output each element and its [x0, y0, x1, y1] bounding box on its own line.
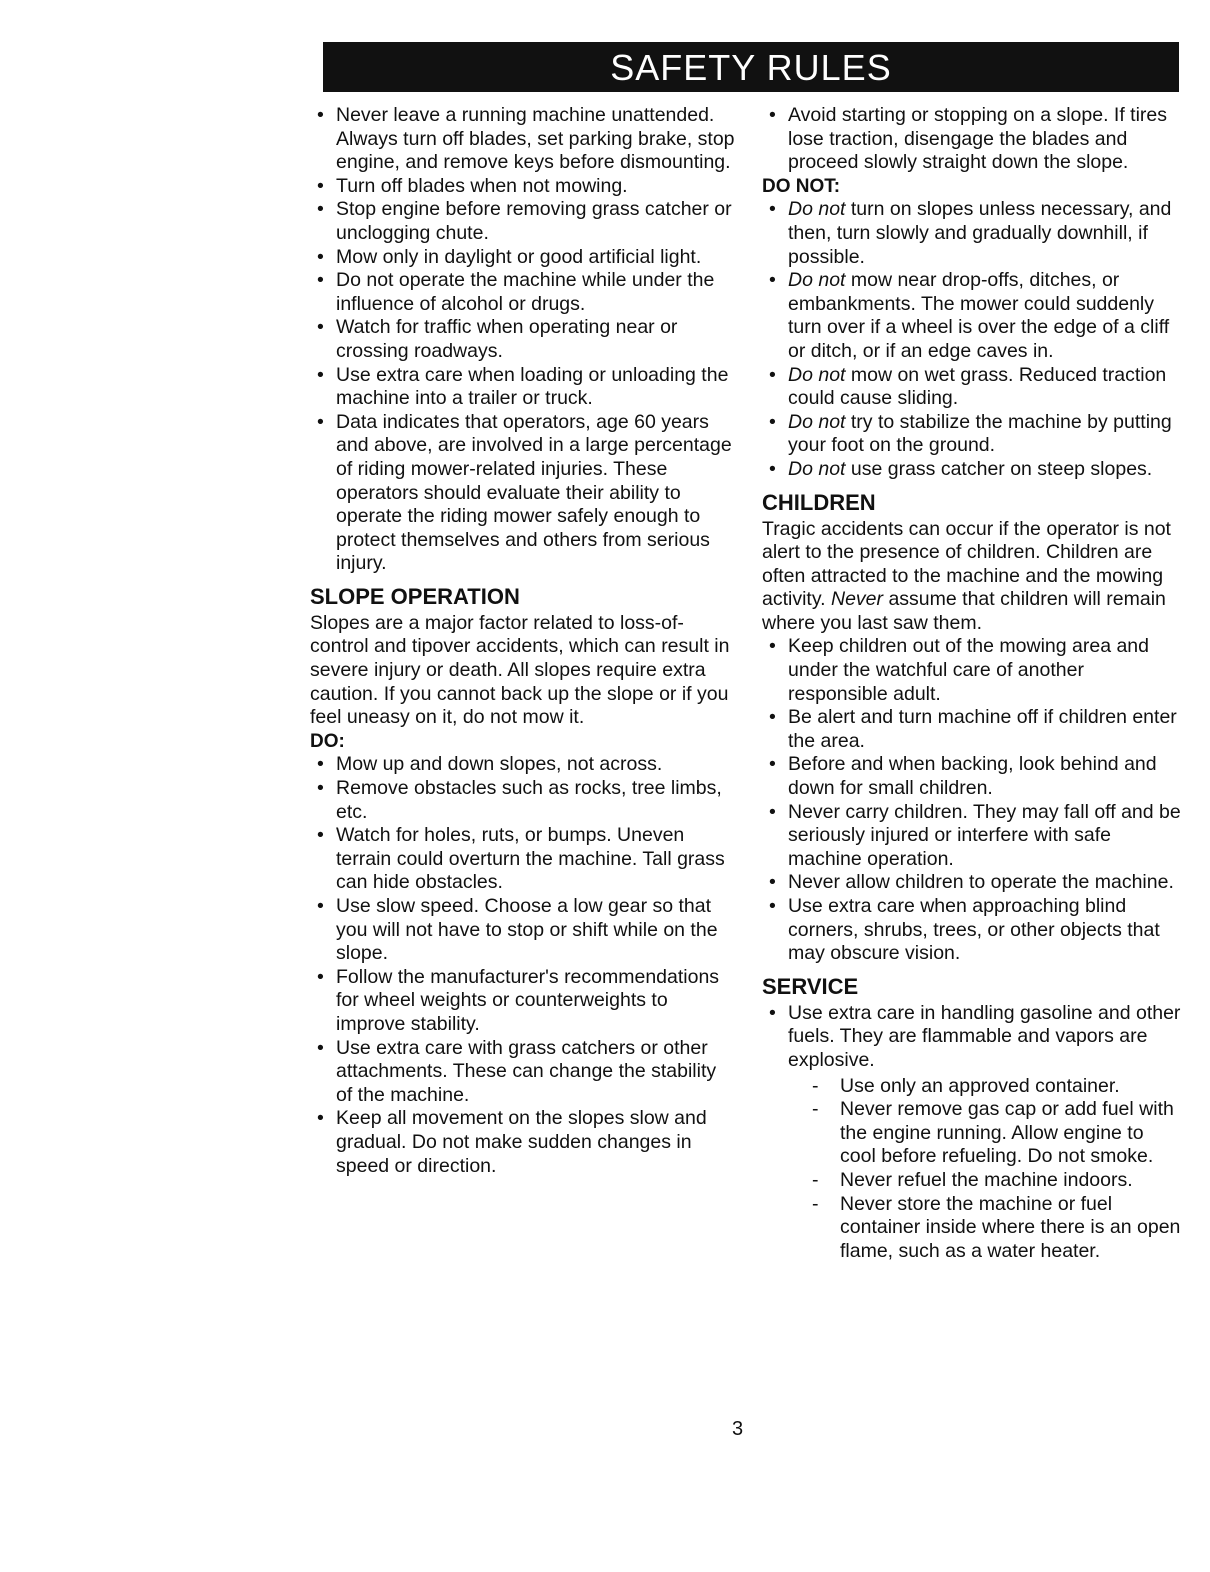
sub-list-item: - Never store the machine or fuel container inside where there is an open flame, such as a water heater. — [812, 1193, 1182, 1264]
list-item-text: mow near drop-offs, ditches, or embankments. The mower could suddenly turn over if a wheel is over the edge of a cliff or ditch, or if an edge caves in. — [788, 269, 1170, 362]
list-item-text: turn on slopes unless necessary, and then, turn slowly and gradually downhill, if possible. — [788, 198, 1172, 268]
service-list — [762, 1002, 1182, 1264]
do-list — [310, 753, 735, 1178]
list-item: • Use slow speed. Choose a low gear so that you will not have to stop or shift while on the slope. — [310, 895, 735, 966]
list-item: • Follow the manufacturer's recommendations for wheel weights or counterweights to improve stability. — [310, 966, 735, 1037]
list-item: • Mow only in daylight or good artificial light. — [310, 246, 735, 270]
do-not-label: DO NOT: — [762, 175, 841, 197]
do-not-emphasis: Do not — [788, 363, 846, 386]
list-item — [762, 198, 1182, 269]
children-list — [762, 635, 1182, 965]
sub-list-item: - Use only an approved container. — [812, 1075, 1182, 1099]
never-emphasis: Never — [831, 588, 884, 611]
service-heading: SERVICE — [762, 973, 859, 999]
do-not-emphasis: Do not — [788, 410, 846, 433]
list-item: • Stop engine before removing grass catcher or unclogging chute. — [310, 198, 735, 245]
do-not-emphasis: Do not — [788, 457, 846, 480]
children-intro-end: assume that children will remain where you last saw them. — [762, 588, 1166, 634]
service-sublist — [788, 1075, 1182, 1264]
sub-list-item: - Never remove gas cap or add fuel with the engine running. Allow engine to cool before refueling. Do not smoke. — [812, 1098, 1182, 1169]
children-intro — [762, 518, 1182, 636]
list-item — [762, 458, 1182, 482]
list-item: • Never carry children. They may fall off and be seriously injured or interfere with safe machine operation. — [762, 801, 1182, 872]
list-item: • Turn off blades when not mowing. — [310, 175, 735, 199]
do-label: DO: — [310, 730, 345, 752]
list-item — [762, 269, 1182, 363]
list-item: • Use extra care when loading or unloading the machine into a trailer or truck. — [310, 364, 735, 411]
list-item: • Remove obstacles such as rocks, tree limbs, etc. — [310, 777, 735, 824]
list-item: • Never leave a running machine unattended. Always turn off blades, set parking brake, stop engine, and remove keys before dismounting. — [310, 104, 735, 175]
list-item: • Data indicates that operators, age 60 years and above, are involved in a large percentage of riding mower-related injuries. These operators should evaluate their ability to operate the riding mower safely enough to protect themselves and others from serious injury. — [310, 411, 735, 576]
do-not-emphasis: Do not — [788, 269, 846, 292]
list-item: • Watch for holes, ruts, or bumps. Uneven terrain could overturn the machine. Tall grass can hide obstacles. — [310, 824, 735, 895]
list-item: • Be alert and turn machine off if children enter the area. — [762, 706, 1182, 753]
list-item — [762, 364, 1182, 411]
list-item: • Watch for traffic when operating near or crossing roadways. — [310, 316, 735, 363]
page-title: SAFETY RULES — [323, 42, 1179, 92]
list-item: • Mow up and down slopes, not across. — [310, 753, 735, 777]
list-item: • Before and when backing, look behind and down for small children. — [762, 753, 1182, 800]
list-item: • Keep all movement on the slopes slow and gradual. Do not make sudden changes in speed or direction. — [310, 1107, 735, 1178]
list-item: • Do not operate the machine while under the influence of alcohol or drugs. — [310, 269, 735, 316]
slope-continued-list — [762, 104, 1182, 175]
sub-list-item: - Never refuel the machine indoors. — [812, 1169, 1182, 1193]
right-column — [762, 104, 1182, 1263]
list-item: • Avoid starting or stopping on a slope. If tires lose traction, disengage the blades and proceed slowly straight down the slope. — [762, 104, 1182, 175]
list-item: • Use extra care when approaching blind corners, shrubs, trees, or other objects that may obscure vision. — [762, 895, 1182, 966]
list-item — [762, 411, 1182, 458]
list-item: • Keep children out of the mowing area and under the watchful care of another responsible adult. — [762, 635, 1182, 706]
list-item: • Use extra care with grass catchers or other attachments. These can change the stability of the machine. — [310, 1037, 735, 1108]
list-item-text: try to stabilize the machine by putting your foot on the ground. — [788, 410, 1172, 457]
list-item — [762, 1002, 1182, 1264]
list-item: • Never allow children to operate the machine. — [762, 871, 1182, 895]
slope-operation-heading: SLOPE OPERATION — [310, 583, 520, 609]
children-heading: CHILDREN — [762, 489, 876, 515]
list-item-text: Use extra care in handling gasoline and other fuels. They are flammable and vapors are explosive. — [788, 1001, 1181, 1071]
do-not-list — [762, 198, 1182, 481]
list-item-text: use grass catcher on steep slopes. — [850, 457, 1153, 480]
list-item-text: mow on wet grass. Reduced traction could cause sliding. — [788, 363, 1167, 410]
slope-intro: Slopes are a major factor related to loss-of-control and tipover accidents, which can result in severe injury or death. All slopes require extra caution. If you cannot back up the slope or if you feel uneasy on it, do not mow it. — [310, 611, 730, 729]
page-number: 3 — [732, 1418, 744, 1440]
general-rules-list — [310, 104, 735, 576]
do-not-emphasis: Do not — [788, 198, 846, 221]
left-column — [310, 104, 735, 1178]
children-intro-text: Tragic accidents can occur if the operator is not alert to the presence of children. Children are often attracted to the machine and the mowing activity. — [762, 517, 1171, 611]
